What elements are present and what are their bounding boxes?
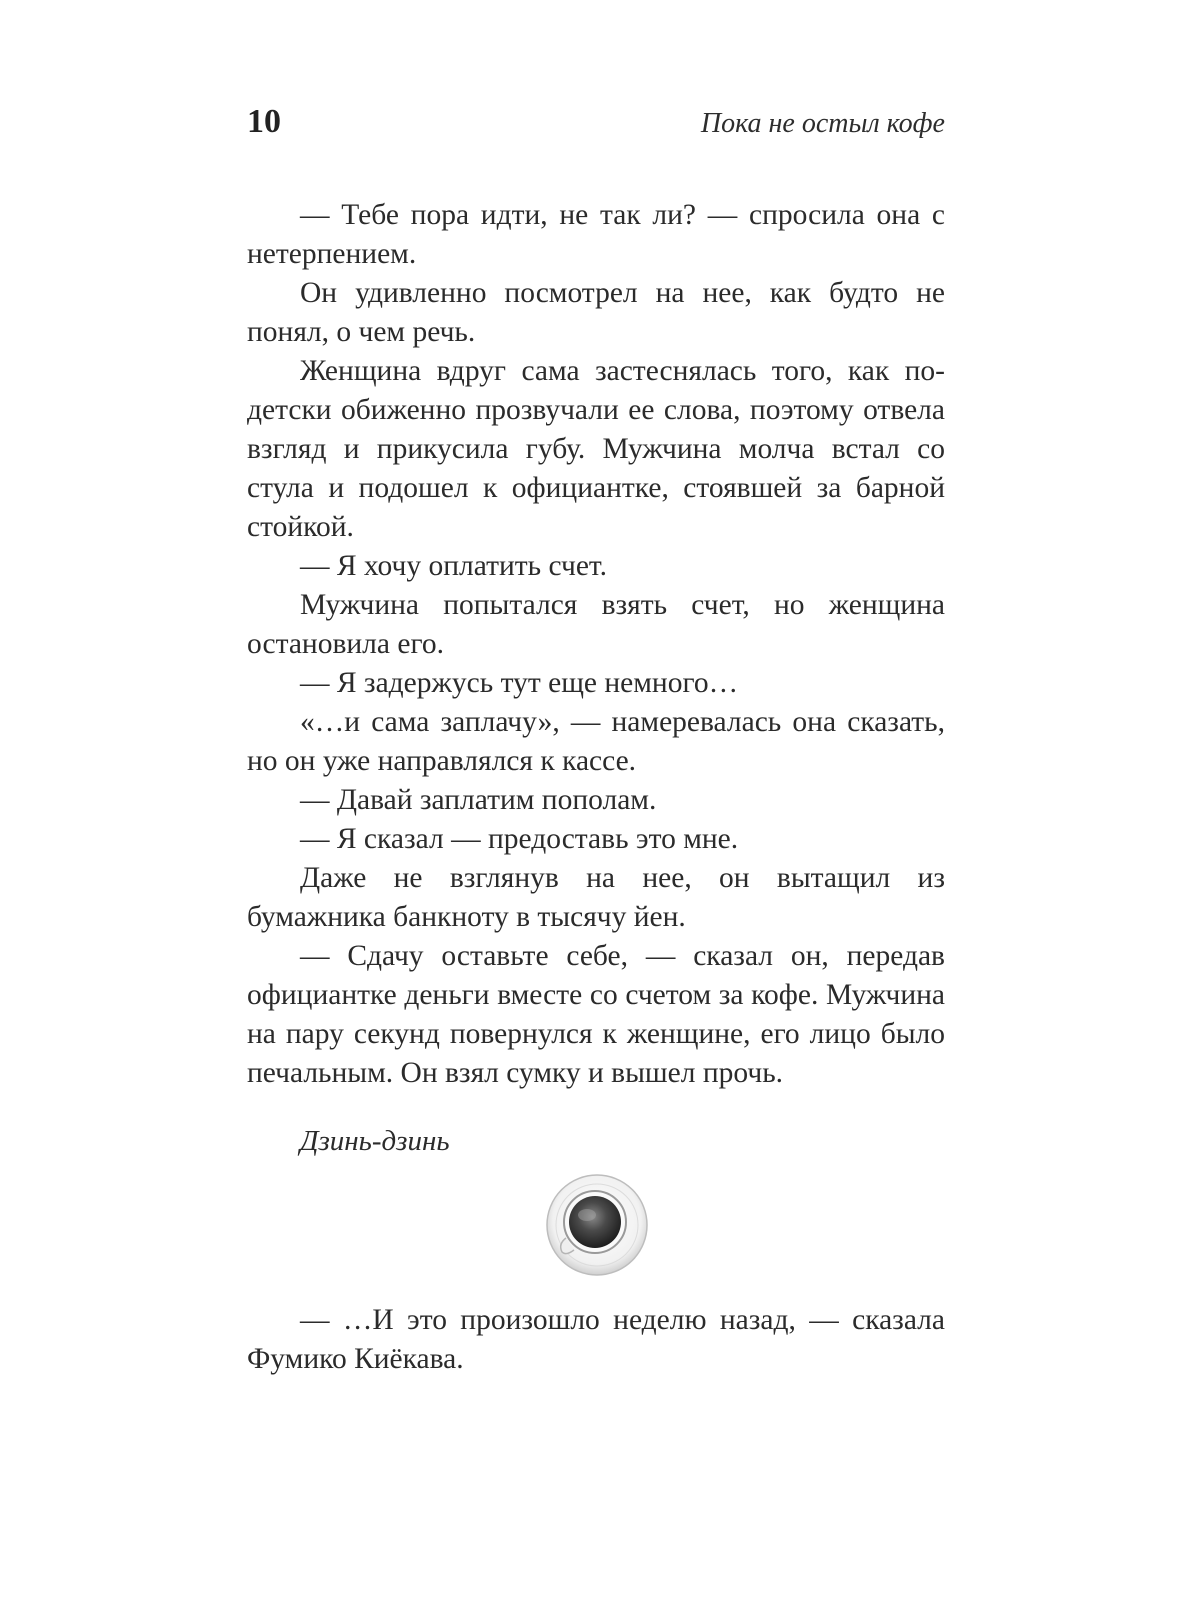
paragraph: «…и сама заплачу», — намеревалась она сказать, но он уже направлялся к кассе. xyxy=(247,706,945,777)
paragraph: — Я задержусь тут еще немного… xyxy=(300,667,739,699)
paragraph: Он удивленно посмотрел на нее, как будто не понял, о чем речь. xyxy=(247,277,945,348)
scene-break: Дзинь-дзинь xyxy=(300,1125,450,1157)
paragraph: Мужчина попытался взять счет, но женщина остановила его. xyxy=(247,589,945,660)
paragraph: — Сдачу оставьте себе, — сказал он, передав официантке деньги вместе со счетом за кофе. Мужчина на пару секунд повернулся к женщине, его лицо было печальным. Он взял сумку и вышел прочь. xyxy=(247,940,945,1089)
paragraph: — Я хочу оплатить счет. xyxy=(300,550,607,582)
paragraph: — Тебе пора идти, не так ли? — спросила она с нетерпением. xyxy=(247,199,945,270)
page-number: 10 xyxy=(247,103,281,140)
paragraph: Женщина вдруг сама застеснялась того, как по-детски обиженно прозвучали ее слова, поэтому отвела взгляд и прикусила губу. Мужчина молча встал со стула и подошел к официантке, стоявшей за барной стойкой. xyxy=(247,355,945,543)
paragraph: Даже не взглянув на нее, он вытащил из бумажника банкноту в тысячу йен. xyxy=(247,862,945,933)
body-text xyxy=(247,196,945,1093)
paragraph: — Давай заплатим пополам. xyxy=(300,784,657,816)
paragraph: — …И это произошло неделю назад, — сказала Фумико Киёкава. xyxy=(247,1304,945,1375)
coffee-cup-illustration xyxy=(544,1172,650,1278)
running-title: Пока не остыл кофе xyxy=(700,108,945,139)
coffee-cup-icon xyxy=(544,1172,650,1278)
closing-text xyxy=(247,1301,945,1379)
paragraph: — Я сказал — предоставь это мне. xyxy=(300,823,739,855)
